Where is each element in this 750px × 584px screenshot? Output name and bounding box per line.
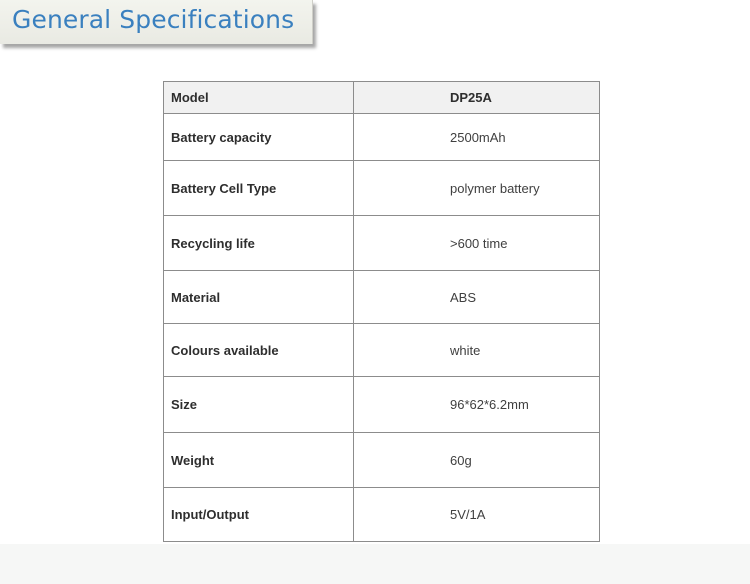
spec-value-model: DP25A	[354, 82, 600, 114]
spec-label-material: Material	[164, 271, 354, 324]
table-row	[164, 433, 600, 488]
table-row	[164, 377, 600, 433]
spec-value-material: ABS	[354, 271, 600, 324]
table-row	[164, 324, 600, 377]
spec-label-model: Model	[164, 82, 354, 114]
spec-label-input-output: Input/Output	[164, 488, 354, 542]
table-row	[164, 82, 600, 114]
spec-value-battery-cell-type: polymer battery	[354, 161, 600, 216]
spec-value-size: 96*62*6.2mm	[354, 377, 600, 433]
spec-label-size: Size	[164, 377, 354, 433]
footer-band	[0, 544, 750, 584]
table-row	[164, 488, 600, 542]
spec-value-recycling-life: >600 time	[354, 216, 600, 271]
spec-label-weight: Weight	[164, 433, 354, 488]
spec-label-colours-available: Colours available	[164, 324, 354, 377]
page-title: General Specifications	[12, 5, 295, 34]
spec-value-battery-capacity: 2500mAh	[354, 114, 600, 161]
spec-value-colours-available: white	[354, 324, 600, 377]
spec-value-input-output: 5V/1A	[354, 488, 600, 542]
spec-label-battery-capacity: Battery capacity	[164, 114, 354, 161]
table-row	[164, 216, 600, 271]
spec-label-recycling-life: Recycling life	[164, 216, 354, 271]
table-row	[164, 271, 600, 324]
title-banner	[0, 0, 313, 44]
spec-label-battery-cell-type: Battery Cell Type	[164, 161, 354, 216]
table-row	[164, 161, 600, 216]
table-row	[164, 114, 600, 161]
spec-value-weight: 60g	[354, 433, 600, 488]
specifications-table	[163, 81, 600, 542]
